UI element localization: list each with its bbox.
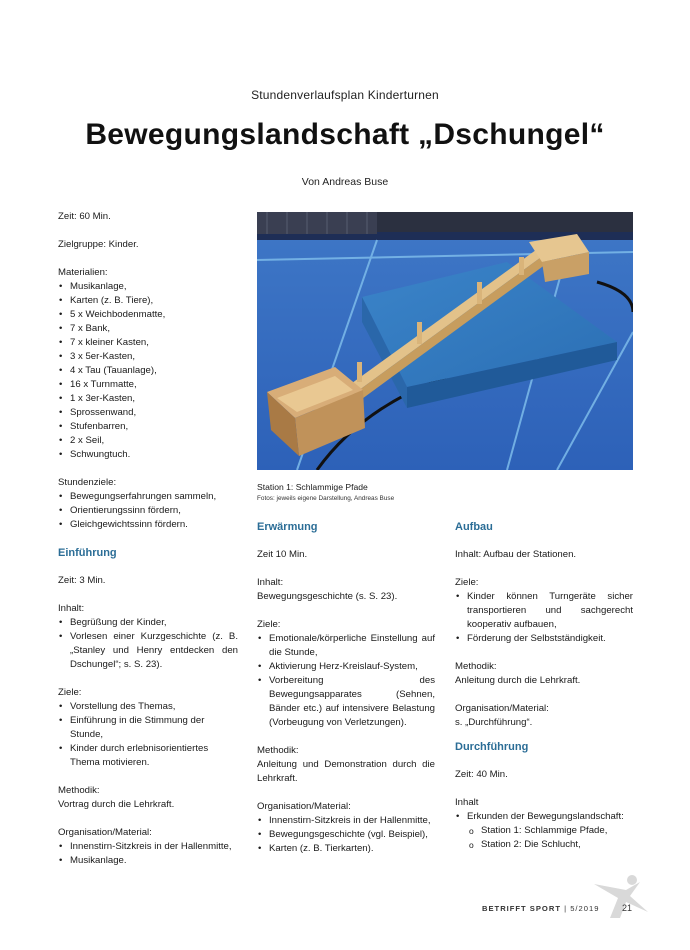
list-item: • Aktivierung Herz-Kreislauf-System, bbox=[257, 660, 435, 674]
durchfuehrung-content-list bbox=[455, 810, 633, 824]
einfuehrung-organisation-list bbox=[58, 840, 238, 868]
erwaermung-duration: Zeit 10 Min. bbox=[257, 549, 308, 560]
list-item: • 1 x 3er-Kasten, bbox=[58, 392, 238, 406]
footer-separator: | bbox=[564, 904, 571, 913]
einfuehrung-goals-label: Ziele: bbox=[58, 687, 82, 698]
right-column bbox=[455, 520, 633, 852]
kicker: Stundenverlaufsplan Kinderturnen bbox=[251, 88, 439, 102]
erwaermung-organisation-list bbox=[257, 814, 435, 856]
aufbau-organisation-label: Organisation/Material: bbox=[455, 703, 549, 714]
erwaermung-organisation-label: Organisation/Material: bbox=[257, 801, 351, 812]
photo-caption bbox=[257, 482, 633, 502]
list-item: • 4 x Tau (Tauanlage), bbox=[58, 364, 238, 378]
list-item: • Musikanlage. bbox=[58, 854, 238, 868]
durchfuehrung-duration: Zeit: 40 Min. bbox=[455, 769, 508, 780]
list-item: • Erkunden der Bewegungslandschaft: bbox=[455, 810, 633, 824]
photo-credit: Fotos: jeweils eigene Darstellung, Andreas Buse bbox=[257, 495, 395, 502]
list-item: • Vorlesen einer Kurzgeschichte (z. B. „Stanley und Henry entdecken den Dschungel“; s. S. 23). bbox=[58, 630, 238, 672]
einfuehrung-content-label: Inhalt: bbox=[58, 603, 85, 614]
einfuehrung-method: Vortrag durch die Lehrkraft. bbox=[58, 799, 175, 810]
list-item: o Station 2: Die Schlucht, bbox=[455, 838, 633, 852]
duration: Zeit: 60 Min. bbox=[58, 211, 111, 222]
list-item: • Gleichgewichtssinn fördern. bbox=[58, 518, 238, 532]
aufbau-method: Anleitung durch die Lehrkraft. bbox=[455, 675, 581, 686]
list-item: • Vorbereitung des Bewegungsapparates (Sehnen, Bänder etc.) auf intensivere Belastung (Vorbeugung von Verletzungen). bbox=[257, 674, 435, 730]
caption-text: Station 1: Schlammige Pfade bbox=[257, 482, 368, 492]
aufbau-goals-label: Ziele: bbox=[455, 577, 479, 588]
list-item: • Stufenbarren, bbox=[58, 420, 238, 434]
list-item: • 5 x Weichbodenmatte, bbox=[58, 308, 238, 322]
list-item: • Innenstirn-Sitzkreis in der Hallenmitte, bbox=[257, 814, 435, 828]
einfuehrung-duration: Zeit: 3 Min. bbox=[58, 575, 106, 586]
list-item: • Musikanlage, bbox=[58, 280, 238, 294]
erwaermung-content-label: Inhalt: bbox=[257, 577, 284, 588]
page-title: Bewegungslandschaft „Dschungel“ bbox=[85, 118, 605, 151]
list-item: o Station 1: Schlammige Pfade, bbox=[455, 824, 633, 838]
einfuehrung-goals-list bbox=[58, 700, 238, 770]
magazine-name: BETRIFFT SPORT bbox=[482, 904, 561, 913]
einfuehrung-organisation-label: Organisation/Material: bbox=[58, 827, 152, 838]
list-item: • Sprossenwand, bbox=[58, 406, 238, 420]
station-photo bbox=[257, 212, 633, 470]
erwaermung-goals-label: Ziele: bbox=[257, 619, 281, 630]
goals-label: Stundenziele: bbox=[58, 477, 117, 488]
list-item: • Emotionale/körperliche Einstellung auf die Stunde, bbox=[257, 632, 435, 660]
erwaermung-method-label: Methodik: bbox=[257, 745, 299, 756]
section-heading-aufbau: Aufbau bbox=[455, 521, 493, 533]
erwaermung-method: Anleitung und Demonstration durch die Lehrkraft. bbox=[257, 759, 435, 784]
middle-column bbox=[257, 520, 435, 856]
list-item: • Orientierungssinn fördern, bbox=[58, 504, 238, 518]
target-group: Zielgruppe: Kinder. bbox=[58, 239, 139, 250]
footer-magazine bbox=[482, 904, 599, 913]
list-item: • Innenstirn-Sitzkreis in der Hallenmitte, bbox=[58, 840, 238, 854]
section-heading-erwaermung: Erwärmung bbox=[257, 521, 318, 533]
list-item: • 7 x Bank, bbox=[58, 322, 238, 336]
list-item: • Förderung der Selbstständigkeit. bbox=[455, 632, 633, 646]
list-item: • Schwungtuch. bbox=[58, 448, 238, 462]
page-number: 21 bbox=[622, 903, 633, 913]
left-column bbox=[58, 210, 238, 868]
stations-list bbox=[455, 824, 633, 852]
list-item: • Kinder durch erlebnisorientiertes Thema motivieren. bbox=[58, 742, 238, 770]
author-line: Von Andreas Buse bbox=[301, 176, 389, 188]
erwaermung-goals-list bbox=[257, 632, 435, 730]
materials-label: Materialien: bbox=[58, 267, 108, 278]
einfuehrung-method-label: Methodik: bbox=[58, 785, 100, 796]
list-item: • Karten (z. B. Tierkarten). bbox=[257, 842, 435, 856]
gym-photo-illustration bbox=[257, 212, 633, 470]
goals-list bbox=[58, 490, 238, 532]
einfuehrung-content-list bbox=[58, 616, 238, 672]
list-item: • Vorstellung des Themas, bbox=[58, 700, 238, 714]
list-item: • Bewegungserfahrungen sammeln, bbox=[58, 490, 238, 504]
aufbau-content: Inhalt: Aufbau der Stationen. bbox=[455, 549, 577, 560]
erwaermung-content: Bewegungsgeschichte (s. S. 23). bbox=[257, 591, 398, 602]
list-item: • 2 x Seil, bbox=[58, 434, 238, 448]
aufbau-method-label: Methodik: bbox=[455, 661, 497, 672]
list-item: • 3 x 5er-Kasten, bbox=[58, 350, 238, 364]
list-item: • 7 x kleiner Kasten, bbox=[58, 336, 238, 350]
list-item: • 16 x Turnmatte, bbox=[58, 378, 238, 392]
section-heading-einfuehrung: Einführung bbox=[58, 547, 117, 559]
list-item: • Begrüßung der Kinder, bbox=[58, 616, 238, 630]
issue-number: 5/2019 bbox=[570, 904, 600, 913]
figure-logo-icon bbox=[590, 872, 652, 920]
list-item: • Bewegungsgeschichte (vgl. Beispiel), bbox=[257, 828, 435, 842]
list-item: • Karten (z. B. Tiere), bbox=[58, 294, 238, 308]
list-item: • Kinder können Turngeräte sicher transportieren und sachgerecht kooperativ aufbauen, bbox=[455, 590, 633, 632]
section-heading-durchfuehrung: Durchführung bbox=[455, 741, 529, 753]
materials-list bbox=[58, 280, 238, 462]
aufbau-goals-list bbox=[455, 590, 633, 646]
list-item: • Einführung in die Stimmung der Stunde, bbox=[58, 714, 238, 742]
aufbau-organisation: s. „Durchführung“. bbox=[455, 717, 533, 728]
durchfuehrung-content-label: Inhalt bbox=[455, 797, 479, 808]
